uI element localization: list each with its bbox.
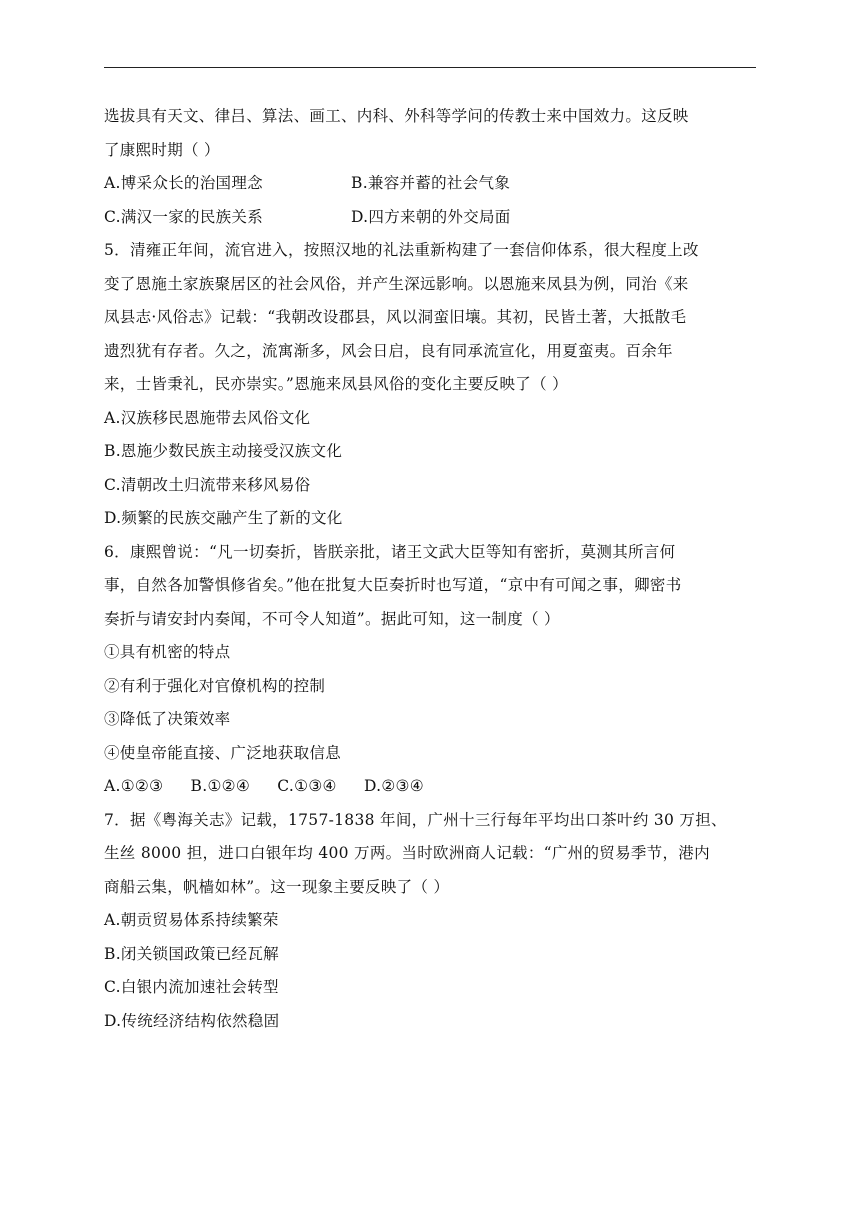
question-6-option-c: C.①③④: [277, 777, 337, 795]
question-5-stem-line-4: 遗烈犹有存者。久之，流寓渐多，风会日启，良有同承流宣化，用夏蛮夷。百余年: [104, 341, 673, 360]
question-4-option-d: D.四方来朝的外交局面: [351, 207, 511, 226]
question-6-stem-line-2: 事，自然各加警惧修省矣。”他在批复大臣奏折时也写道，“京中有可闻之事，卿密书: [104, 576, 682, 594]
question-7: [104, 804, 764, 1039]
question-6-options-row: [104, 770, 764, 804]
document-body: [104, 100, 764, 1038]
question-4: [104, 100, 764, 234]
question-6: [104, 536, 764, 804]
question-4-stem-line-2: 了康熙时期（ ）: [104, 140, 220, 159]
question-4-options-row-1: [104, 167, 764, 201]
question-6-statement-3: ③降低了决策效率: [104, 710, 231, 728]
question-5-option-b: B.恩施少数民族主动接受汉族文化: [104, 442, 343, 460]
question-6-statement-1: ①具有机密的特点: [104, 643, 231, 661]
question-6-option-d: D.②③④: [363, 777, 424, 795]
question-4-option-c: C.满汉一家的民族关系: [104, 207, 264, 226]
question-4-option-b: B.兼容并蓄的社会气象: [351, 174, 511, 192]
question-5-stem-line-3: 凤县志·风俗志》记载：“我朝改设郡县，风以洞蛮旧壤。其初，民皆土著，大抵散毛: [104, 308, 687, 326]
question-6-option-a: A.①②③: [104, 777, 164, 795]
question-7-stem-line-2: 生丝 8000 担，进口白银年均 400 万两。当时欧洲商人记载：“广州的贸易季节，港内: [104, 844, 710, 862]
question-7-option-b: B.闭关锁国政策已经瓦解: [104, 944, 279, 963]
question-4-options-row-2: [104, 201, 764, 235]
question-4-option-a: A.博采众长的治国理念: [104, 174, 263, 192]
question-5-option-d: D.频繁的民族交融产生了新的文化: [104, 509, 343, 527]
question-7-option-d: D.传统经济结构依然稳固: [104, 1011, 280, 1030]
question-6-option-b: B.①②④: [190, 777, 251, 795]
question-6-statement-2: ②有利于强化对官僚机构的控制: [104, 676, 326, 695]
question-5-option-c: C.清朝改土归流带来移风易俗: [104, 475, 311, 494]
question-5-option-a: A.汉族移民恩施带去风俗文化: [104, 408, 311, 427]
header-rule: [104, 67, 756, 68]
question-6-stem-line-1: 6．康熙曾说：“凡一切奏折，皆朕亲批，诸王文武大臣等知有密折，莫测其所言何: [104, 542, 676, 561]
question-5-stem-line-1: 5．清雍正年间，流官进入，按照汉地的礼法重新构建了一套信仰体系，很大程度上改: [104, 241, 699, 259]
question-5: [104, 234, 764, 536]
question-6-statement-4: ④使皇帝能直接、广泛地获取信息: [104, 743, 342, 762]
question-7-option-c: C.白银内流加速社会转型: [104, 978, 279, 996]
question-5-stem-line-2: 变了恩施土家族聚居区的社会风俗，并产生深远影响。以恩施来凤县为例，同治《来: [104, 274, 689, 293]
question-7-stem-line-1: 7．据《粤海关志》记载，1757-1838 年间，广州十三行每年平均出口茶叶约 30 万担、: [104, 810, 727, 829]
question-7-option-a: A.朝贡贸易体系持续繁荣: [104, 911, 279, 929]
question-4-stem-line-1: 选拔具有天文、律吕、算法、画工、内科、外科等学问的传教士来中国效力。这反映: [104, 107, 689, 125]
question-5-stem-line-5: 来，士皆秉礼，民亦崇实。”恩施来凤县风俗的变化主要反映了（ ）: [104, 375, 568, 393]
question-7-stem-line-3: 商船云集，帆樯如林”。这一现象主要反映了（ ）: [104, 877, 450, 896]
question-6-stem-line-3: 奏折与请安封内奏闻，不可令人知道”。据此可知，这一制度（ ）: [104, 609, 560, 628]
